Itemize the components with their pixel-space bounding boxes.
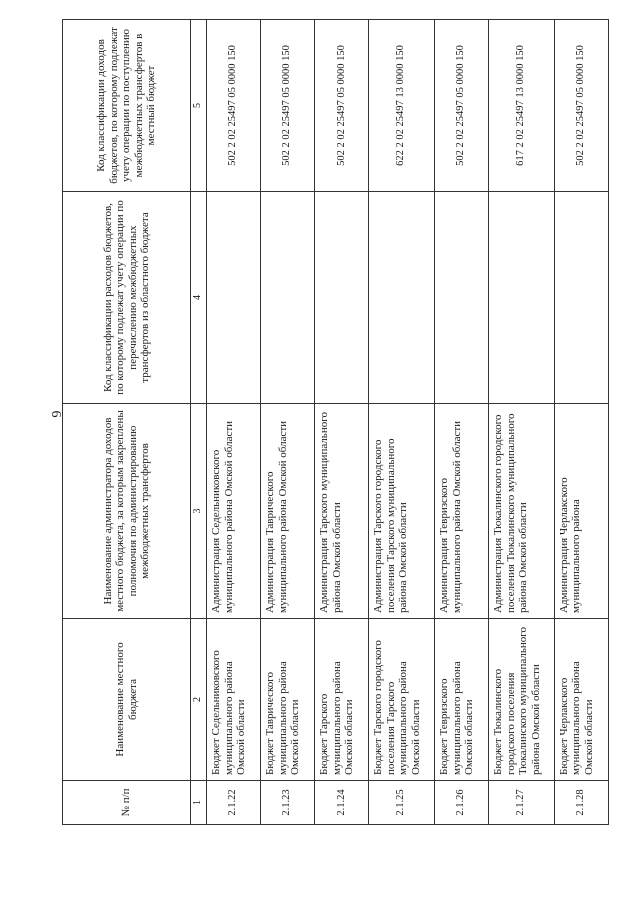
table-row bbox=[489, 20, 555, 825]
table-row bbox=[369, 20, 435, 825]
column-number: 2 bbox=[191, 619, 207, 781]
column-number: 4 bbox=[191, 192, 207, 404]
budget-name-cell: Бюджет Тюкалинского городского поселения Тюкалинского муниципального района Омской области bbox=[489, 619, 555, 781]
row-number: 2.1.25 bbox=[369, 781, 435, 825]
income-code-cell: 502 2 02 25497 05 0000 150 bbox=[207, 20, 261, 192]
budget-name-cell: Бюджет Седельниковского муниципального района Омской области bbox=[207, 619, 261, 781]
expense-code-cell bbox=[435, 192, 489, 404]
expense-code-cell bbox=[369, 192, 435, 404]
row-number: 2.1.26 bbox=[435, 781, 489, 825]
table-header-row bbox=[63, 20, 191, 825]
header-expense-code: Код классификации расходов бюджетов, по которому подлежат учету операции по перечислению межбюджетных трансфертов из областного бюджета bbox=[63, 192, 191, 404]
income-code-cell: 502 2 02 25497 05 0000 150 bbox=[315, 20, 369, 192]
income-code-cell: 502 2 02 25497 05 0000 150 bbox=[435, 20, 489, 192]
expense-code-cell bbox=[489, 192, 555, 404]
budget-name-cell: Бюджет Таврического муниципального района Омской области bbox=[261, 619, 315, 781]
row-number: 2.1.24 bbox=[315, 781, 369, 825]
table-row bbox=[315, 20, 369, 825]
administrator-cell: Администрация Тюкалинского городского поселения Тюкалинского муниципального района Омской области bbox=[489, 404, 555, 619]
administrator-cell: Администрация Тарского городского поселения Тарского муниципального района Омской области bbox=[369, 404, 435, 619]
administrator-cell: Администрация Тевризского муниципального района Омской области bbox=[435, 404, 489, 619]
row-number: 2.1.22 bbox=[207, 781, 261, 825]
header-income-code: Код классификации доходов бюджетов, по которому подлежат учету операции по поступлению межбюджетных трансфертов в местный бюджет bbox=[63, 20, 191, 192]
column-number: 5 bbox=[191, 20, 207, 192]
table-row bbox=[435, 20, 489, 825]
income-code-cell: 502 2 02 25497 05 0000 150 bbox=[261, 20, 315, 192]
administrator-cell: Администрация Седельниковского муниципального района Омской области bbox=[207, 404, 261, 619]
expense-code-cell bbox=[261, 192, 315, 404]
income-code-cell: 502 2 02 25497 05 0000 150 bbox=[554, 20, 608, 192]
table-row bbox=[207, 20, 261, 825]
column-number-row bbox=[191, 20, 207, 825]
header-budget-name: Наименование местного бюджета bbox=[63, 619, 191, 781]
expense-code-cell bbox=[207, 192, 261, 404]
column-number: 1 bbox=[191, 781, 207, 825]
income-code-cell: 617 2 02 25497 13 0000 150 bbox=[489, 20, 555, 192]
row-number: 2.1.23 bbox=[261, 781, 315, 825]
budget-name-cell: Бюджет Тарского муниципального района Омской области bbox=[315, 619, 369, 781]
administrator-cell: Администрация Таврического муниципального района Омской области bbox=[261, 404, 315, 619]
page-number: 6 bbox=[48, 410, 63, 418]
income-code-cell: 622 2 02 25497 13 0000 150 bbox=[369, 20, 435, 192]
row-number: 2.1.27 bbox=[489, 781, 555, 825]
budget-name-cell: Бюджет Тарского городского поселения Тарского муниципального района Омской области bbox=[369, 619, 435, 781]
column-number: 3 bbox=[191, 404, 207, 619]
transfers-table bbox=[62, 19, 609, 825]
header-number: № п/п bbox=[63, 781, 191, 825]
header-administrator-name: Наименование администратора доходов местного бюджета, за которым закреплены полномочия по администрированию межбюджетных трансфертов bbox=[63, 404, 191, 619]
administrator-cell: Администрация Черлакского муниципального района bbox=[554, 404, 608, 619]
expense-code-cell bbox=[315, 192, 369, 404]
administrator-cell: Администрация Тарского муниципального района Омской области bbox=[315, 404, 369, 619]
expense-code-cell bbox=[554, 192, 608, 404]
budget-name-cell: Бюджет Черлакского муниципального района Омской области bbox=[554, 619, 608, 781]
rotated-table-container bbox=[62, 20, 609, 825]
table-row bbox=[261, 20, 315, 825]
row-number: 2.1.28 bbox=[554, 781, 608, 825]
table-row bbox=[554, 20, 608, 825]
budget-name-cell: Бюджет Тевризского муниципального района Омской области bbox=[435, 619, 489, 781]
